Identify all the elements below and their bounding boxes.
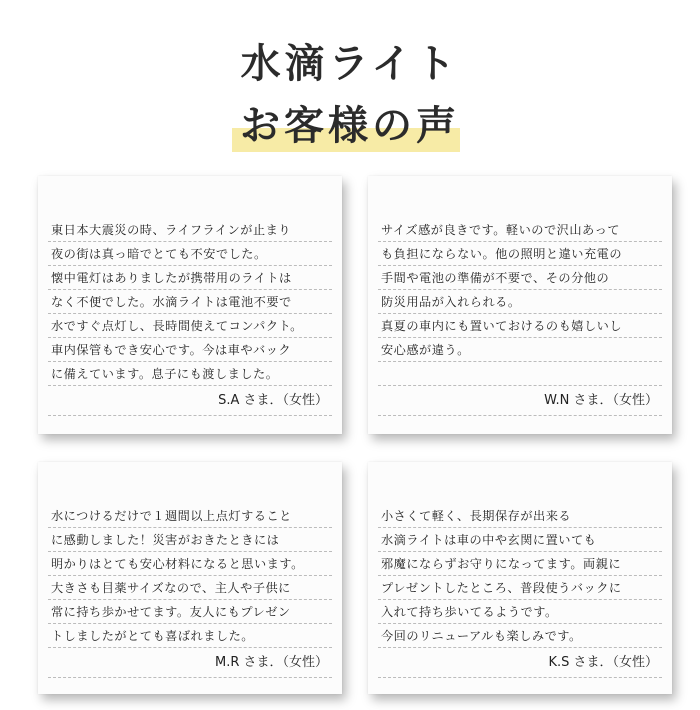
testimonial-line: 明かりはとても安心材料になると思います。 <box>48 552 332 576</box>
testimonial-line: 車内保管もでき安心です。今は車やバック <box>48 338 332 362</box>
testimonial-card <box>368 462 672 694</box>
testimonial-line: 夜の街は真っ暗でとても不安でした。 <box>48 242 332 266</box>
testimonial-line: 手間や電池の準備が不要で、その分他の <box>378 266 662 290</box>
testimonial-line: 邪魔にならずお守りになってます。両親に <box>378 552 662 576</box>
testimonial-card <box>368 176 672 434</box>
testimonial-text <box>378 218 662 416</box>
page-title: 水滴ライト <box>240 40 460 87</box>
testimonial-line: 懐中電灯はありましたが携帯用のライトは <box>48 266 332 290</box>
testimonial-text <box>48 504 332 678</box>
testimonial-line: 今回のリニューアルも楽しみです。 <box>378 624 662 648</box>
testimonial-signature: S.A さま．（女性） <box>48 386 332 416</box>
testimonial-line: に感動しました！災害がおきたときには <box>48 528 332 552</box>
testimonial-line: 水滴ライトは車の中や玄関に置いても <box>378 528 662 552</box>
testimonial-line: も負担にならない。他の照明と違い充電の <box>378 242 662 266</box>
testimonial-line: 常に持ち歩かせてます。友人にもプレゼン <box>48 600 332 624</box>
testimonial-signature: W.N さま．（女性） <box>378 386 662 416</box>
testimonial-signature: K.S さま．（女性） <box>378 648 662 678</box>
testimonial-line: 入れて持ち歩いてるようです。 <box>378 600 662 624</box>
testimonial-line: 小さくて軽く、長期保存が出来る <box>378 504 662 528</box>
page-subtitle: お客様の声 <box>240 102 460 149</box>
testimonial-line: なく不便でした。水滴ライトは電池不要で <box>48 290 332 314</box>
testimonial-line: プレゼントしたところ、普段使うバックに <box>378 576 662 600</box>
testimonial-line: サイズ感が良きです。軽いので沢山あって <box>378 218 662 242</box>
testimonial-line: 水につけるだけで１週間以上点灯すること <box>48 504 332 528</box>
testimonial-line: 東日本大震災の時、ライフラインが止まり <box>48 218 332 242</box>
testimonial-line: 真夏の車内にも置いておけるのも嬉しいし <box>378 314 662 338</box>
testimonial-line: 安心感が違う。 <box>378 338 662 362</box>
testimonial-line: に備えています。息子にも渡しました。 <box>48 362 332 386</box>
testimonial-card <box>38 176 342 434</box>
testimonial-line: 大きさも目薬サイズなので、主人や子供に <box>48 576 332 600</box>
testimonial-line: トしましたがとても喜ばれました。 <box>48 624 332 648</box>
testimonial-line: 防災用品が入れられる。 <box>378 290 662 314</box>
testimonial-text <box>378 504 662 678</box>
testimonial-line: 水ですぐ点灯し、長時間使えてコンパクト。 <box>48 314 332 338</box>
testimonial-signature: M.R さま．（女性） <box>48 648 332 678</box>
testimonial-text <box>48 218 332 416</box>
testimonial-line <box>378 362 662 386</box>
testimonial-card <box>38 462 342 694</box>
